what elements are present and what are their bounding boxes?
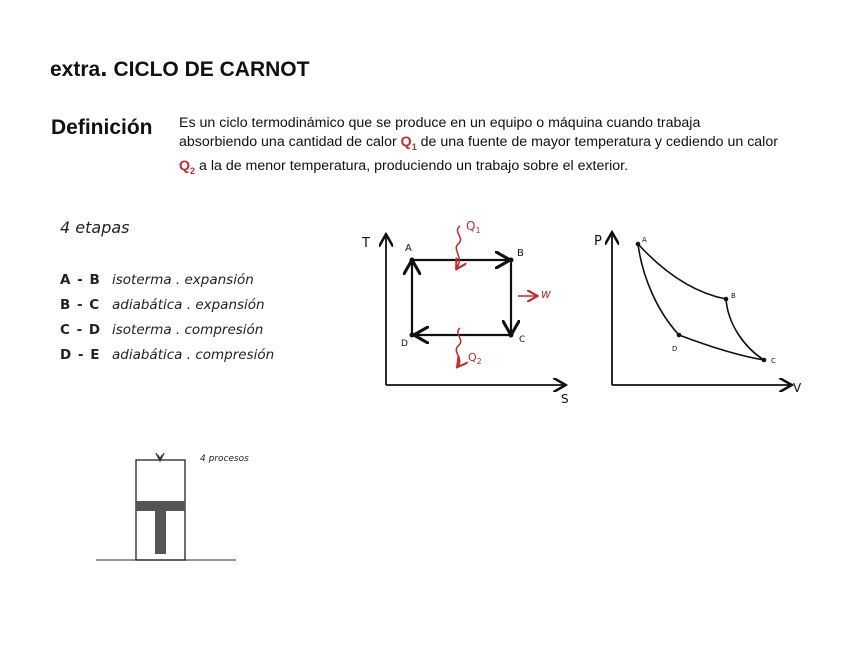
ts-heat-out-arrow (456, 328, 460, 366)
pv-point-b (724, 297, 729, 302)
stage-key: B - C (60, 297, 101, 313)
ts-label-c: C (519, 335, 526, 345)
pv-curve-bc (726, 299, 764, 360)
ts-work-label: w (541, 287, 551, 301)
stage-desc: isoterma . compresión (112, 322, 264, 338)
definition-text-part-1: Es un ciclo termodinámico que se produce en un equipo o máquina cuando trabaja absorbiendo una cantidad de calor (179, 115, 701, 150)
piston-head (136, 501, 185, 511)
definition-text-part-2: de una fuente de mayor temperatura y cediendo un calor (416, 134, 778, 150)
pv-label-b: B (731, 292, 736, 300)
ts-label-a: A (405, 243, 412, 254)
pv-label-c: C (771, 357, 776, 365)
pv-curve-cd (679, 335, 764, 360)
ts-point-a (410, 258, 415, 263)
piston-label: 4 procesos (200, 454, 249, 464)
pv-label-a: A (642, 236, 647, 244)
stage-desc: isoterma . expansión (112, 272, 254, 288)
title-prefix: extra (50, 58, 101, 81)
definition-q1: $Q_1$ (400, 134, 417, 152)
pv-label-d: D (672, 345, 678, 353)
ts-point-b (509, 258, 514, 263)
definition-q2: $Q_2$ (179, 157, 196, 176)
stages-title: 4 etapas (60, 218, 130, 237)
ts-point-d (410, 333, 415, 338)
stage-desc: adiabática . expansión (112, 297, 265, 313)
stage-key: D - E (60, 347, 101, 363)
pv-point-a (636, 242, 641, 247)
ts-label-d: D (401, 339, 408, 349)
pv-curve-da (638, 244, 679, 335)
ts-axis-y-label: T (362, 236, 370, 251)
ts-heat-out-label: $Q_2$ (468, 351, 482, 366)
stage-key: A - B (60, 272, 101, 288)
ts-point-c (509, 333, 514, 338)
title-main: CICLO DE CARNOT (113, 58, 310, 81)
ts-heat-in-label: $Q_1$ (466, 219, 481, 235)
stage-key: C - D (60, 322, 102, 338)
ts-axis-x-label: S (561, 392, 569, 406)
stage-desc: adiabática . compresión (112, 347, 275, 363)
pv-point-d (677, 333, 682, 338)
definition-label: Definición (51, 116, 153, 139)
pv-point-c (762, 358, 767, 363)
ts-label-b: B (517, 248, 524, 259)
title-dot: . (100, 52, 108, 82)
pv-axis-x-label: V (793, 381, 802, 395)
pv-axis-y-label: P (594, 234, 602, 249)
piston-rod (155, 511, 166, 554)
definition-text-part-3: a la de menor temperatura, produciendo un trabajo sobre el exterior. (195, 157, 629, 174)
piston-sketch (96, 453, 249, 560)
ts-heat-in-arrow (456, 226, 460, 268)
